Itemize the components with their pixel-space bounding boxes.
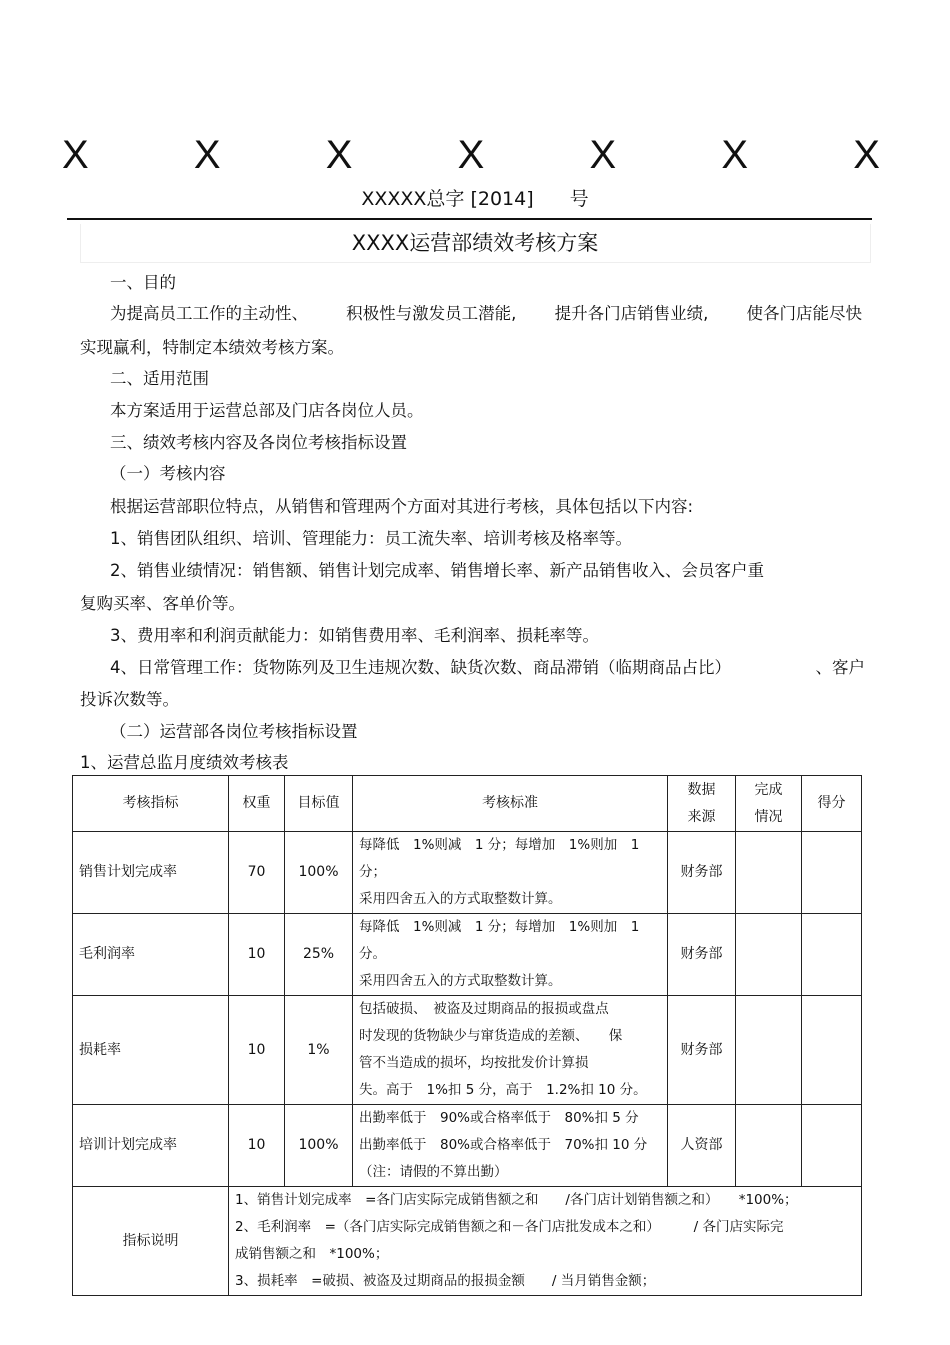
- standard-line: 失。高于 1%扣 5 分，高于 1.2%扣 10 分。: [359, 1082, 647, 1098]
- header-x: X: [193, 133, 221, 177]
- cell-target: 1%: [285, 996, 353, 1105]
- cell-source: 财务部: [668, 996, 736, 1105]
- cell-status: [736, 996, 802, 1105]
- header-standard: 考核标准: [353, 776, 668, 832]
- subheading-indicators: （二）运营部各岗位考核指标设置: [110, 722, 358, 741]
- cell-weight: 70: [229, 832, 285, 914]
- table-row: [73, 914, 862, 996]
- list-item: 3、费用率和利润贡献能力：如销售费用率、毛利润率、损耗率等。: [110, 626, 599, 645]
- list-item-continuation: 复购买率、客单价等。: [80, 594, 245, 613]
- cell-standard: [353, 832, 668, 914]
- header-indicator: 考核指标: [73, 776, 229, 832]
- header-line: 来源: [687, 808, 716, 825]
- header-x-row: [62, 133, 880, 177]
- header-x: X: [721, 133, 749, 177]
- table-notes-row: [73, 1187, 862, 1296]
- text-run: 提升各门店销售业绩,: [554, 304, 709, 323]
- header-x: X: [853, 133, 880, 177]
- note-line: 1、销售计划完成率 =各门店实际完成销售额之和 /各门店计划销售额之和） *100%；: [235, 1192, 798, 1208]
- note-line: 3、损耗率 =破损、被盗及过期商品的报损金额 / 当月销售金额；: [235, 1273, 656, 1289]
- cell-score: [802, 996, 862, 1105]
- header-status: [736, 776, 802, 832]
- cell-standard: [353, 1105, 668, 1187]
- list-item: 1、销售团队组织、培训、管理能力：员工流失率、培训考核及格率等。: [110, 529, 632, 548]
- standard-line: 采用四舍五入的方式取整数计算。: [359, 973, 562, 989]
- cell-indicator: 损耗率: [73, 996, 229, 1105]
- table-row: [73, 1105, 862, 1187]
- cell-target: 100%: [285, 832, 353, 914]
- standard-line: 每降低 1%则减 1 分；每增加 1%则加 1 分。: [359, 919, 640, 962]
- table-title: 1、运营总监月度绩效考核表: [80, 753, 289, 772]
- paragraph-purpose-line1: [110, 303, 862, 325]
- cell-indicator: 毛利润率: [73, 914, 229, 996]
- cell-score: [802, 832, 862, 914]
- section-heading-content: 三、绩效考核内容及各岗位考核指标设置: [110, 433, 407, 452]
- cell-status: [736, 1105, 802, 1187]
- standard-line: 每降低 1%则减 1 分；每增加 1%则加 1 分；: [359, 837, 640, 880]
- subheading-content: （一）考核内容: [110, 464, 226, 483]
- page-title: XXXX运营部绩效考核方案: [351, 231, 599, 255]
- cell-indicator: 培训计划完成率: [73, 1105, 229, 1187]
- text-run: 使各门店能尽快: [746, 304, 862, 323]
- cell-weight: 10: [229, 1105, 285, 1187]
- header-x: X: [589, 133, 617, 177]
- header-line: 数据: [687, 781, 716, 798]
- list-item: [110, 657, 865, 679]
- text-run: 4、日常管理工作：货物陈列及卫生违规次数、缺货次数、商品滞销（临期商品占比）: [110, 658, 731, 677]
- header-x: X: [457, 133, 485, 177]
- header-source: [668, 776, 736, 832]
- header-line: 情况: [754, 808, 783, 825]
- cell-standard: [353, 914, 668, 996]
- list-item-continuation: 投诉次数等。: [80, 690, 179, 709]
- text-run: 为提高员工工作的主动性、: [110, 304, 308, 323]
- standard-line: 采用四舍五入的方式取整数计算。: [359, 891, 562, 907]
- list-item: 2、销售业绩情况：销售额、销售计划完成率、销售增长率、新产品销售收入、会员客户重: [110, 561, 764, 580]
- paragraph-scope: 本方案适用于运营总部及门店各岗位人员。: [110, 401, 424, 420]
- header-divider: [67, 218, 872, 220]
- standard-line: （注：请假的不算出勤）: [359, 1164, 508, 1180]
- cell-target: 25%: [285, 914, 353, 996]
- paragraph-content-intro: 根据运营部职位特点，从销售和管理两个方面对其进行考核，具体包括以下内容:: [110, 497, 694, 516]
- standard-line: 出勤率低于 80%或合格率低于 70%扣 10 分: [359, 1137, 648, 1153]
- cell-source: 财务部: [668, 914, 736, 996]
- header-x: X: [62, 133, 89, 177]
- notes-label: 指标说明: [73, 1187, 229, 1296]
- doc-number-suffix: 号: [569, 188, 589, 210]
- standard-line: 管不当造成的损坏，均按批发价计算损: [359, 1055, 589, 1071]
- standard-line: 出勤率低于 90%或合格率低于 80%扣 5 分: [359, 1110, 639, 1126]
- table-row: [73, 832, 862, 914]
- doc-number-prefix: XXXXX总字 [2014]: [361, 188, 534, 210]
- paragraph-purpose-line2: 实现赢利，特制定本绩效考核方案。: [80, 338, 344, 357]
- cell-source: 人资部: [668, 1105, 736, 1187]
- cell-status: [736, 914, 802, 996]
- cell-indicator: 销售计划完成率: [73, 832, 229, 914]
- document-number: [0, 186, 950, 212]
- header-target: 目标值: [285, 776, 353, 832]
- note-line: 2、毛利润率 =（各门店实际完成销售额之和－各门店批发成本之和） / 各门店实际完: [235, 1219, 784, 1235]
- header-line: 完成: [754, 781, 783, 798]
- header-x: X: [325, 133, 353, 177]
- text-run: 积极性与激发员工潜能,: [346, 304, 517, 323]
- cell-standard: [353, 996, 668, 1105]
- standard-line: 时发现的货物缺少与窜货造成的差额、 保: [359, 1028, 623, 1044]
- standard-line: 包括破损、 被盗及过期商品的报损或盘点: [359, 1001, 609, 1017]
- cell-weight: 10: [229, 996, 285, 1105]
- cell-source: 财务部: [668, 832, 736, 914]
- header-score: 得分: [802, 776, 862, 832]
- cell-score: [802, 914, 862, 996]
- cell-weight: 10: [229, 914, 285, 996]
- cell-score: [802, 1105, 862, 1187]
- assessment-table: [72, 775, 862, 1296]
- note-line: 成销售额之和 *100%；: [235, 1246, 389, 1262]
- cell-target: 100%: [285, 1105, 353, 1187]
- section-heading-scope: 二、适用范围: [110, 369, 209, 388]
- table-header-row: [73, 776, 862, 832]
- section-heading-purpose: 一、目的: [110, 273, 176, 292]
- cell-status: [736, 832, 802, 914]
- table-row: [73, 996, 862, 1105]
- text-run: 、客户: [815, 658, 865, 677]
- notes-cell: [229, 1187, 862, 1296]
- header-weight: 权重: [229, 776, 285, 832]
